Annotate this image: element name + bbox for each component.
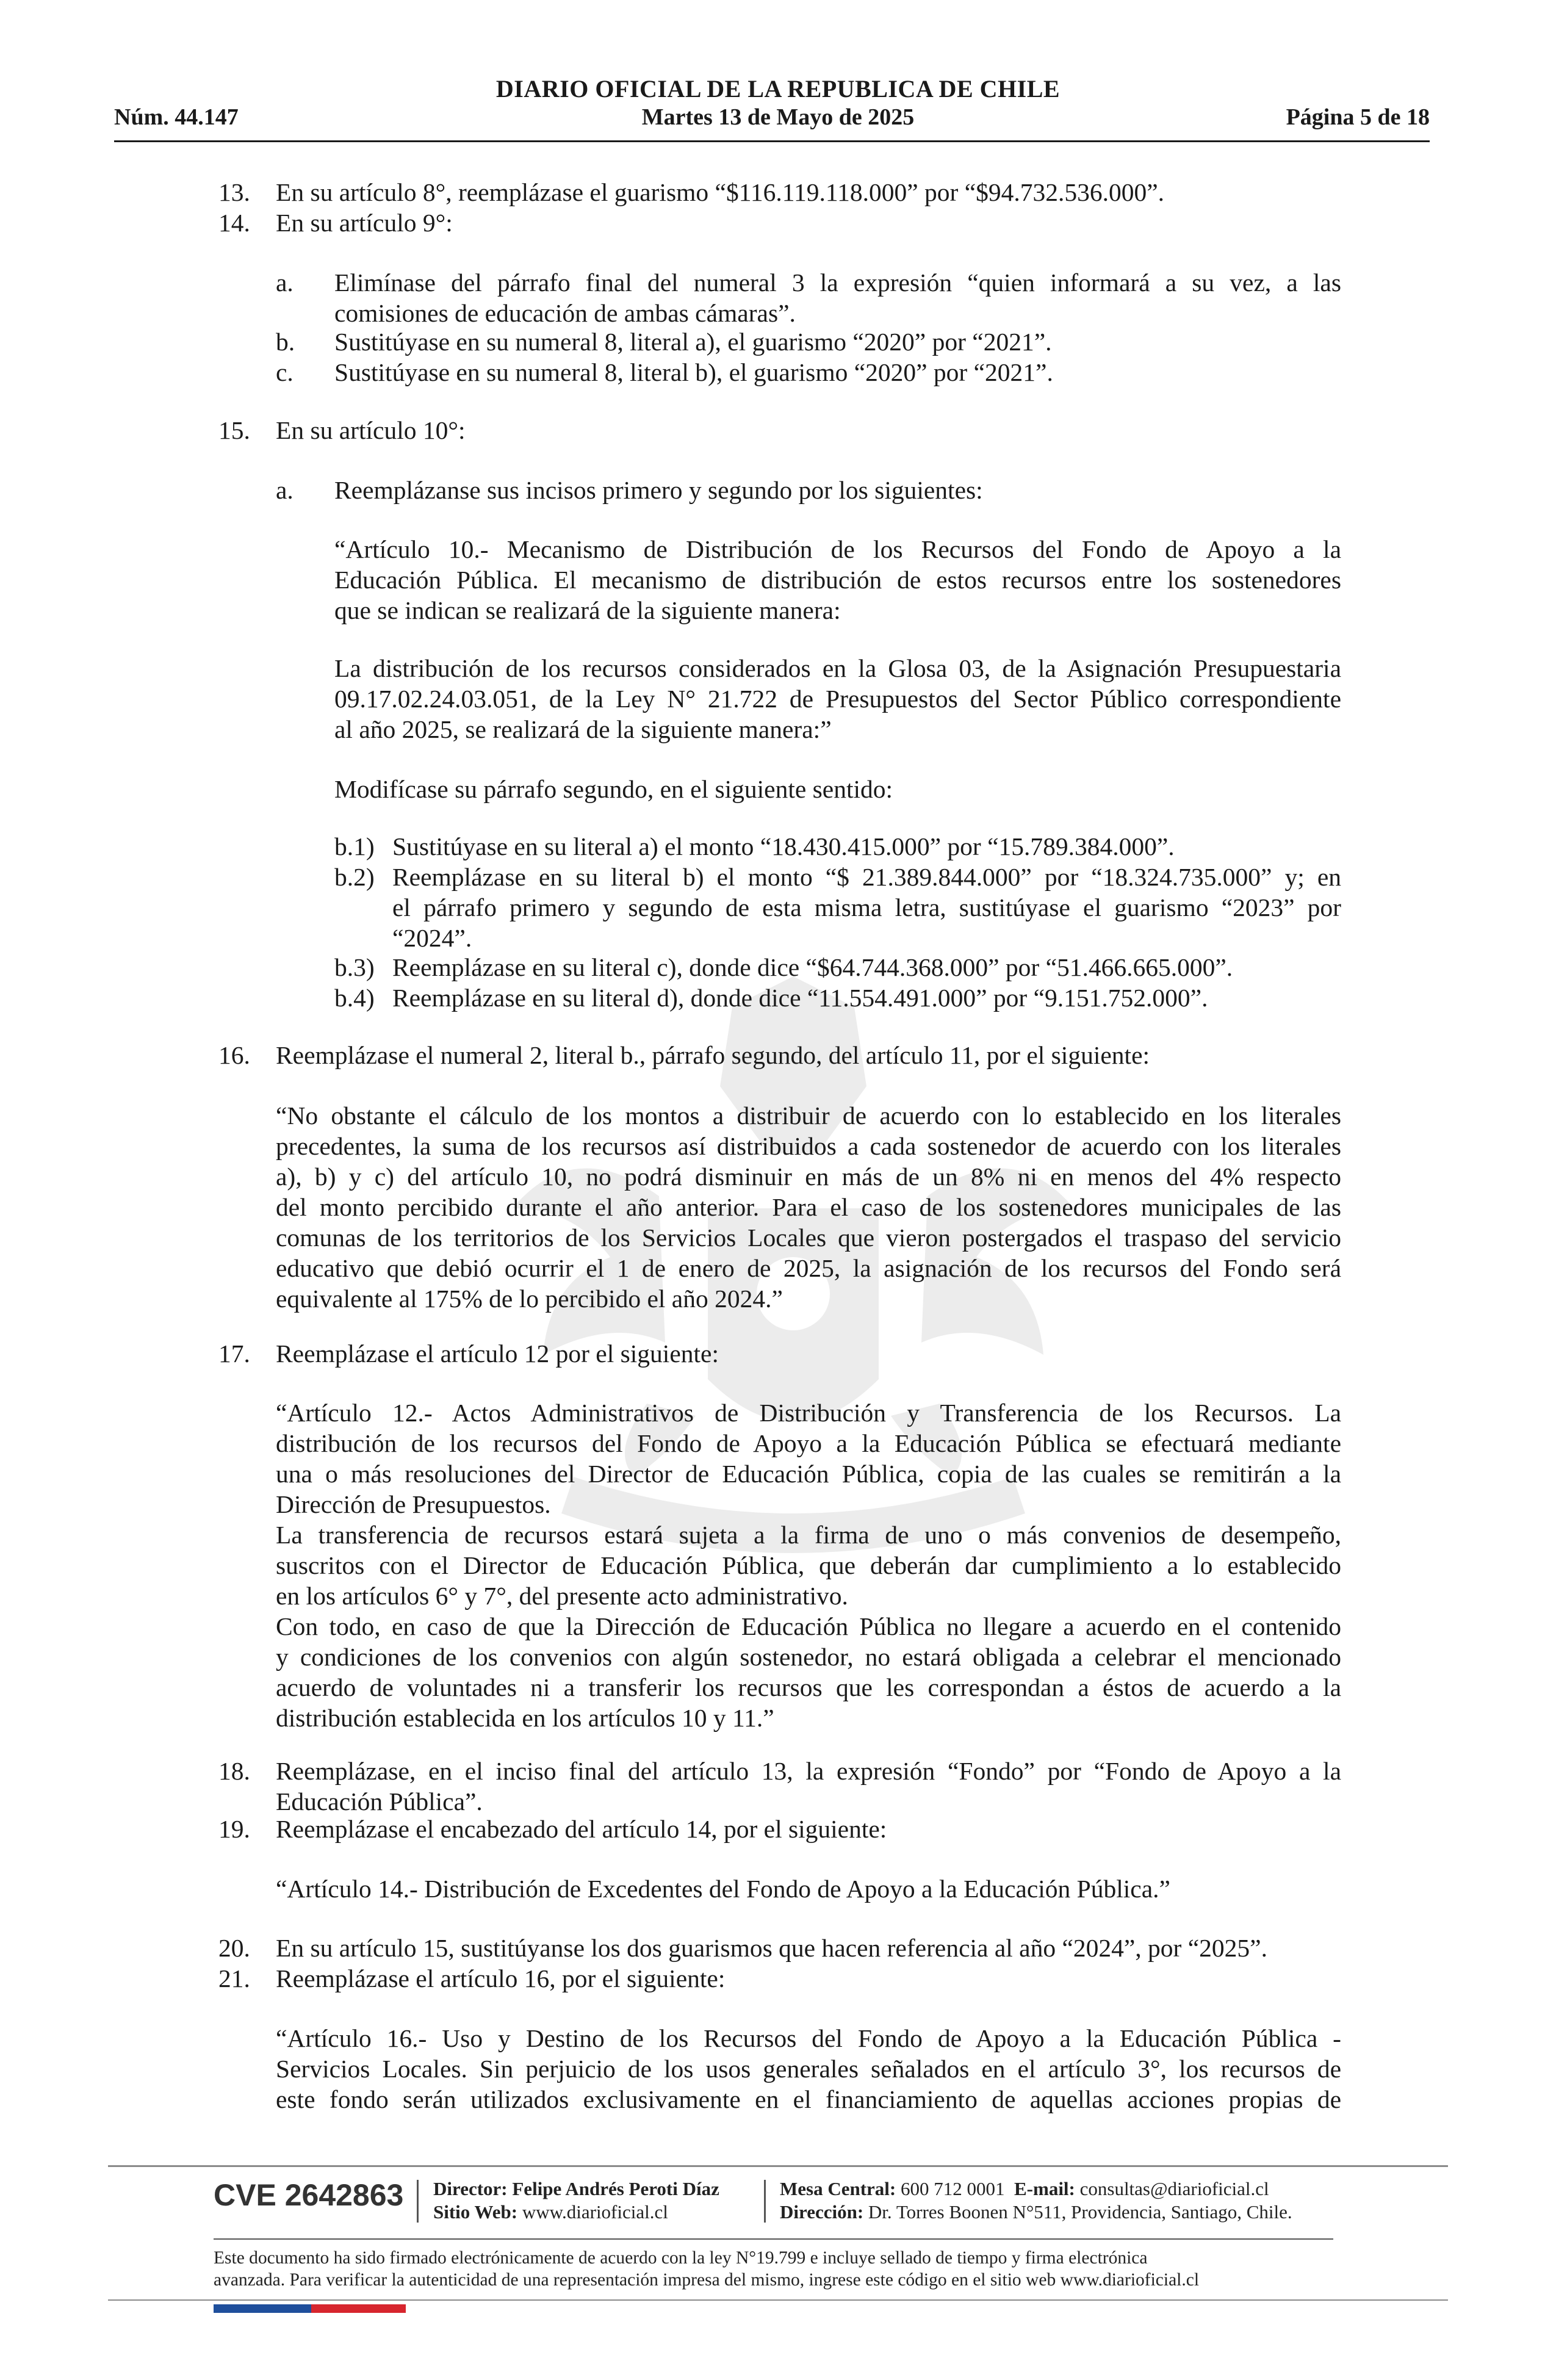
director-label: Director: — [433, 2178, 508, 2199]
quoted-paragraph — [276, 1397, 1341, 1733]
item-number: 20. — [218, 1934, 250, 1962]
item-text — [392, 983, 1341, 1013]
text-line: “No obstante el cálculo de los montos a distribuir de acuerdo con lo establecido en los literales — [276, 1102, 1341, 1130]
item-text — [334, 475, 1341, 505]
item-text — [276, 1933, 1341, 1963]
text-line: una o más resoluciones del Director de Educación Pública, copia de las cuales se remitirán a la — [276, 1460, 1341, 1488]
text-line: En su artículo 10°: — [276, 416, 466, 444]
director-name: Felipe Andrés Peroti Díaz — [512, 2178, 719, 2199]
signature-notice — [214, 2247, 1373, 2291]
item-text — [334, 326, 1341, 357]
item-text — [334, 357, 1341, 388]
website-label: Sitio Web: — [433, 2201, 518, 2223]
text-line: Reemplázase el encabezado del artículo 14, por el siguiente: — [276, 1815, 887, 1843]
text-line: En su artículo 8°, reemplázase el guarismo “$116.119.118.000” por “$94.732.536.000”. — [276, 178, 1165, 206]
legal-line: Este documento ha sido firmado electrónicamente de acuerdo con la ley N°19.799 e incluye sellado de tiempo y firma electrónica — [214, 2248, 1148, 2268]
text-line: Educación Pública”. — [276, 1787, 483, 1816]
text-line: educativo que debió ocurrir el 1 de enero de 2025, la asignación de los recursos del Fondo será — [276, 1254, 1341, 1282]
quoted-paragraph — [334, 653, 1341, 745]
quoted-paragraph — [276, 2023, 1341, 2115]
text-line: Sustitúyase en su numeral 8, literal b), el guarismo “2020” por “2021”. — [334, 358, 1053, 386]
text-line: acuerdo de voluntades ni a transferir los recursos que les correspondan a éstos de acuerdo a la — [276, 1673, 1341, 1701]
item-sub-number: b.4) — [334, 984, 375, 1012]
footer-director-block — [433, 2177, 719, 2224]
text-line: al año 2025, se realizará de la siguiente manera:” — [334, 715, 832, 743]
text-line: precedentes, la suma de los recursos así distribuidos a cada sostenedor de acuerdo con los literales — [276, 1132, 1341, 1160]
text-line: Educación Pública. El mecanismo de distribución de estos recursos entre los sostenedores — [334, 566, 1341, 594]
cve-code: CVE 2642863 — [214, 2178, 404, 2212]
paragraph — [334, 774, 1341, 804]
issue-date: Martes 13 de Mayo de 2025 — [641, 104, 915, 130]
item-number: 14. — [218, 209, 250, 237]
text-line: “Artículo 12.- Actos Administrativos de Distribución y Transferencia de los Recursos. La — [276, 1399, 1341, 1427]
item-letter: a. — [276, 269, 294, 297]
website-link[interactable]: www.diarioficial.cl — [522, 2201, 668, 2223]
item-text — [276, 1040, 1341, 1070]
item-sub-number: b.3) — [334, 953, 375, 981]
item-text — [392, 862, 1341, 953]
item-text — [276, 1963, 1341, 1994]
flag-stripe-red — [311, 2304, 406, 2313]
text-line: “Artículo 16.- Uso y Destino de los Recursos del Fondo de Apoyo a la Educación Pública - — [276, 2024, 1341, 2052]
text-line: en los artículos 6° y 7°, del presente acto administrativo. — [276, 1582, 848, 1610]
text-line: En su artículo 9°: — [276, 209, 453, 237]
footer-bottom-divider — [108, 2299, 1448, 2301]
footer-separator — [764, 2180, 766, 2223]
text-line: Con todo, en caso de que la Dirección de Educación Pública no llegare a acuerdo en el contenido — [276, 1612, 1341, 1640]
text-line: 09.17.02.24.03.051, de la Ley N° 21.722 de Presupuestos del Sector Público correspondiente — [334, 685, 1341, 713]
address-value: Dr. Torres Boonen N°511, Providencia, Santiago, Chile. — [868, 2201, 1292, 2223]
text-line: Sustitúyase en su literal a) el monto “18.430.415.000” por “15.789.384.000”. — [392, 832, 1175, 860]
item-number: 15. — [218, 416, 250, 444]
text-line: que se indican se realizará de la siguiente manera: — [334, 596, 841, 624]
item-letter: b. — [276, 328, 295, 356]
footer-divider — [108, 2165, 1448, 2167]
item-text — [276, 1756, 1341, 1817]
item-letter: c. — [276, 358, 294, 386]
item-number: 21. — [218, 1964, 250, 1992]
item-text — [276, 177, 1341, 207]
text-line: Reemplázase el artículo 16, por el siguiente: — [276, 1964, 726, 1992]
text-line: suscritos con el Director de Educación Pública, que deberán dar cumplimiento a lo establecido — [276, 1551, 1341, 1579]
text-line: Reemplázase el artículo 12 por el siguiente: — [276, 1340, 719, 1368]
item-sub-number: b.1) — [334, 832, 375, 860]
phone-value: 600 712 0001 — [901, 2178, 1005, 2199]
item-text — [276, 415, 1341, 445]
text-line: Modifícase su párrafo segundo, en el siguiente sentido: — [334, 775, 893, 803]
text-line: Reemplázase en su literal d), donde dice “11.554.491.000” por “9.151.752.000”. — [392, 984, 1208, 1012]
address-label: Dirección: — [780, 2201, 864, 2223]
text-line: equivalente al 175% de lo percibido el año 2024.” — [276, 1285, 783, 1313]
email-link[interactable]: consultas@diarioficial.cl — [1079, 2178, 1269, 2199]
legal-line: avanzada. Para verificar la autenticidad de una representación impresa del mismo, ingrese este código en el sitio web www.diarioficial.cl — [214, 2270, 1200, 2290]
issue-number: Núm. 44.147 — [114, 104, 239, 130]
text-line: a), b) y c) del artículo 10, no podrá disminuir en más de un 8% ni en menos del 4% respecto — [276, 1163, 1341, 1191]
flag-stripe-blue — [214, 2304, 311, 2313]
page-indicator: Página 5 de 18 — [1286, 104, 1430, 130]
quoted-paragraph — [334, 534, 1341, 626]
text-line: comisiones de educación de ambas cámaras”. — [334, 299, 796, 327]
item-text — [392, 952, 1341, 983]
text-line: Reemplázase, en el inciso final del artículo 13, la expresión “Fondo” por “Fondo de Apoyo a la — [276, 1757, 1341, 1785]
item-text — [276, 1338, 1341, 1369]
text-line: y condiciones de los convenios con algún sostenedor, no estará obligada a celebrar el mencionado — [276, 1643, 1341, 1671]
text-line: Elimínase del párrafo final del numeral 3 la expresión “quien informará a su vez, a las — [334, 269, 1341, 297]
footer-separator — [417, 2180, 419, 2223]
item-text — [334, 267, 1341, 328]
item-number: 16. — [218, 1041, 250, 1069]
item-number: 13. — [218, 178, 250, 206]
quoted-paragraph — [276, 1100, 1341, 1314]
email-label: E-mail: — [1014, 2178, 1075, 2199]
text-line: comunas de los territorios de los Servicios Locales que vieron postergados el traspaso del servicio — [276, 1224, 1341, 1252]
item-sub-number: b.2) — [334, 863, 375, 891]
text-line: Dirección de Presupuestos. — [276, 1490, 551, 1518]
text-line: Reemplázase en su literal c), donde dice “$64.744.368.000” por “51.466.665.000”. — [392, 953, 1233, 981]
text-line: este fondo serán utilizados exclusivamente en el financiamiento de aquellas acciones propias de — [276, 2085, 1341, 2113]
header-divider — [114, 140, 1430, 142]
text-line: La transferencia de recursos estará sujeta a la firma de uno o más convenios de desempeño, — [276, 1521, 1341, 1549]
publication-title: DIARIO OFICIAL DE LA REPUBLICA DE CHILE — [495, 75, 1061, 103]
text-line: Sustitúyase en su numeral 8, literal a), el guarismo “2020” por “2021”. — [334, 328, 1052, 356]
text-line: del monto percibido durante el año anterior. Para el caso de los sostenedores municipales de las — [276, 1193, 1341, 1221]
item-text — [392, 831, 1341, 862]
item-text — [276, 1814, 1341, 1844]
text-line: Reemplázanse sus incisos primero y segundo por los siguientes: — [334, 476, 983, 504]
footer-contact-block — [780, 2177, 1292, 2224]
text-line: La distribución de los recursos considerados en la Glosa 03, de la Asignación Presupuestaria — [334, 654, 1341, 682]
text-line: Reemplázase el numeral 2, literal b., párrafo segundo, del artículo 11, por el siguiente: — [276, 1041, 1150, 1069]
phone-label: Mesa Central: — [780, 2178, 896, 2199]
text-line: “2024”. — [392, 924, 472, 952]
item-number: 17. — [218, 1340, 250, 1368]
footer-inner-divider — [214, 2238, 1333, 2240]
item-number: 18. — [218, 1757, 250, 1785]
item-text — [276, 207, 1341, 238]
quoted-paragraph — [276, 1873, 1341, 1904]
text-line: “Artículo 14.- Distribución de Excedentes del Fondo de Apoyo a la Educación Pública.” — [276, 1875, 1170, 1903]
text-line: el párrafo primero y segundo de esta misma letra, sustitúyase el guarismo “2023” por — [392, 893, 1341, 921]
text-line: Servicios Locales. Sin perjuicio de los usos generales señalados en el artículo 3°, los recursos de — [276, 2055, 1341, 2083]
text-line: “Artículo 10.- Mecanismo de Distribución de los Recursos del Fondo de Apoyo a la — [334, 535, 1341, 563]
item-letter: a. — [276, 476, 294, 504]
item-number: 19. — [218, 1815, 250, 1843]
text-line: Reemplázase en su literal b) el monto “$ 21.389.844.000” por “18.324.735.000” y; en — [392, 863, 1341, 891]
text-line: distribución de los recursos del Fondo de Apoyo a la Educación Pública se efectuará mediante — [276, 1429, 1341, 1457]
text-line: distribución establecida en los artículos 10 y 11.” — [276, 1704, 774, 1732]
text-line: En su artículo 15, sustitúyanse los dos guarismos que hacen referencia al año “2024”, por “2025”. — [276, 1934, 1267, 1962]
